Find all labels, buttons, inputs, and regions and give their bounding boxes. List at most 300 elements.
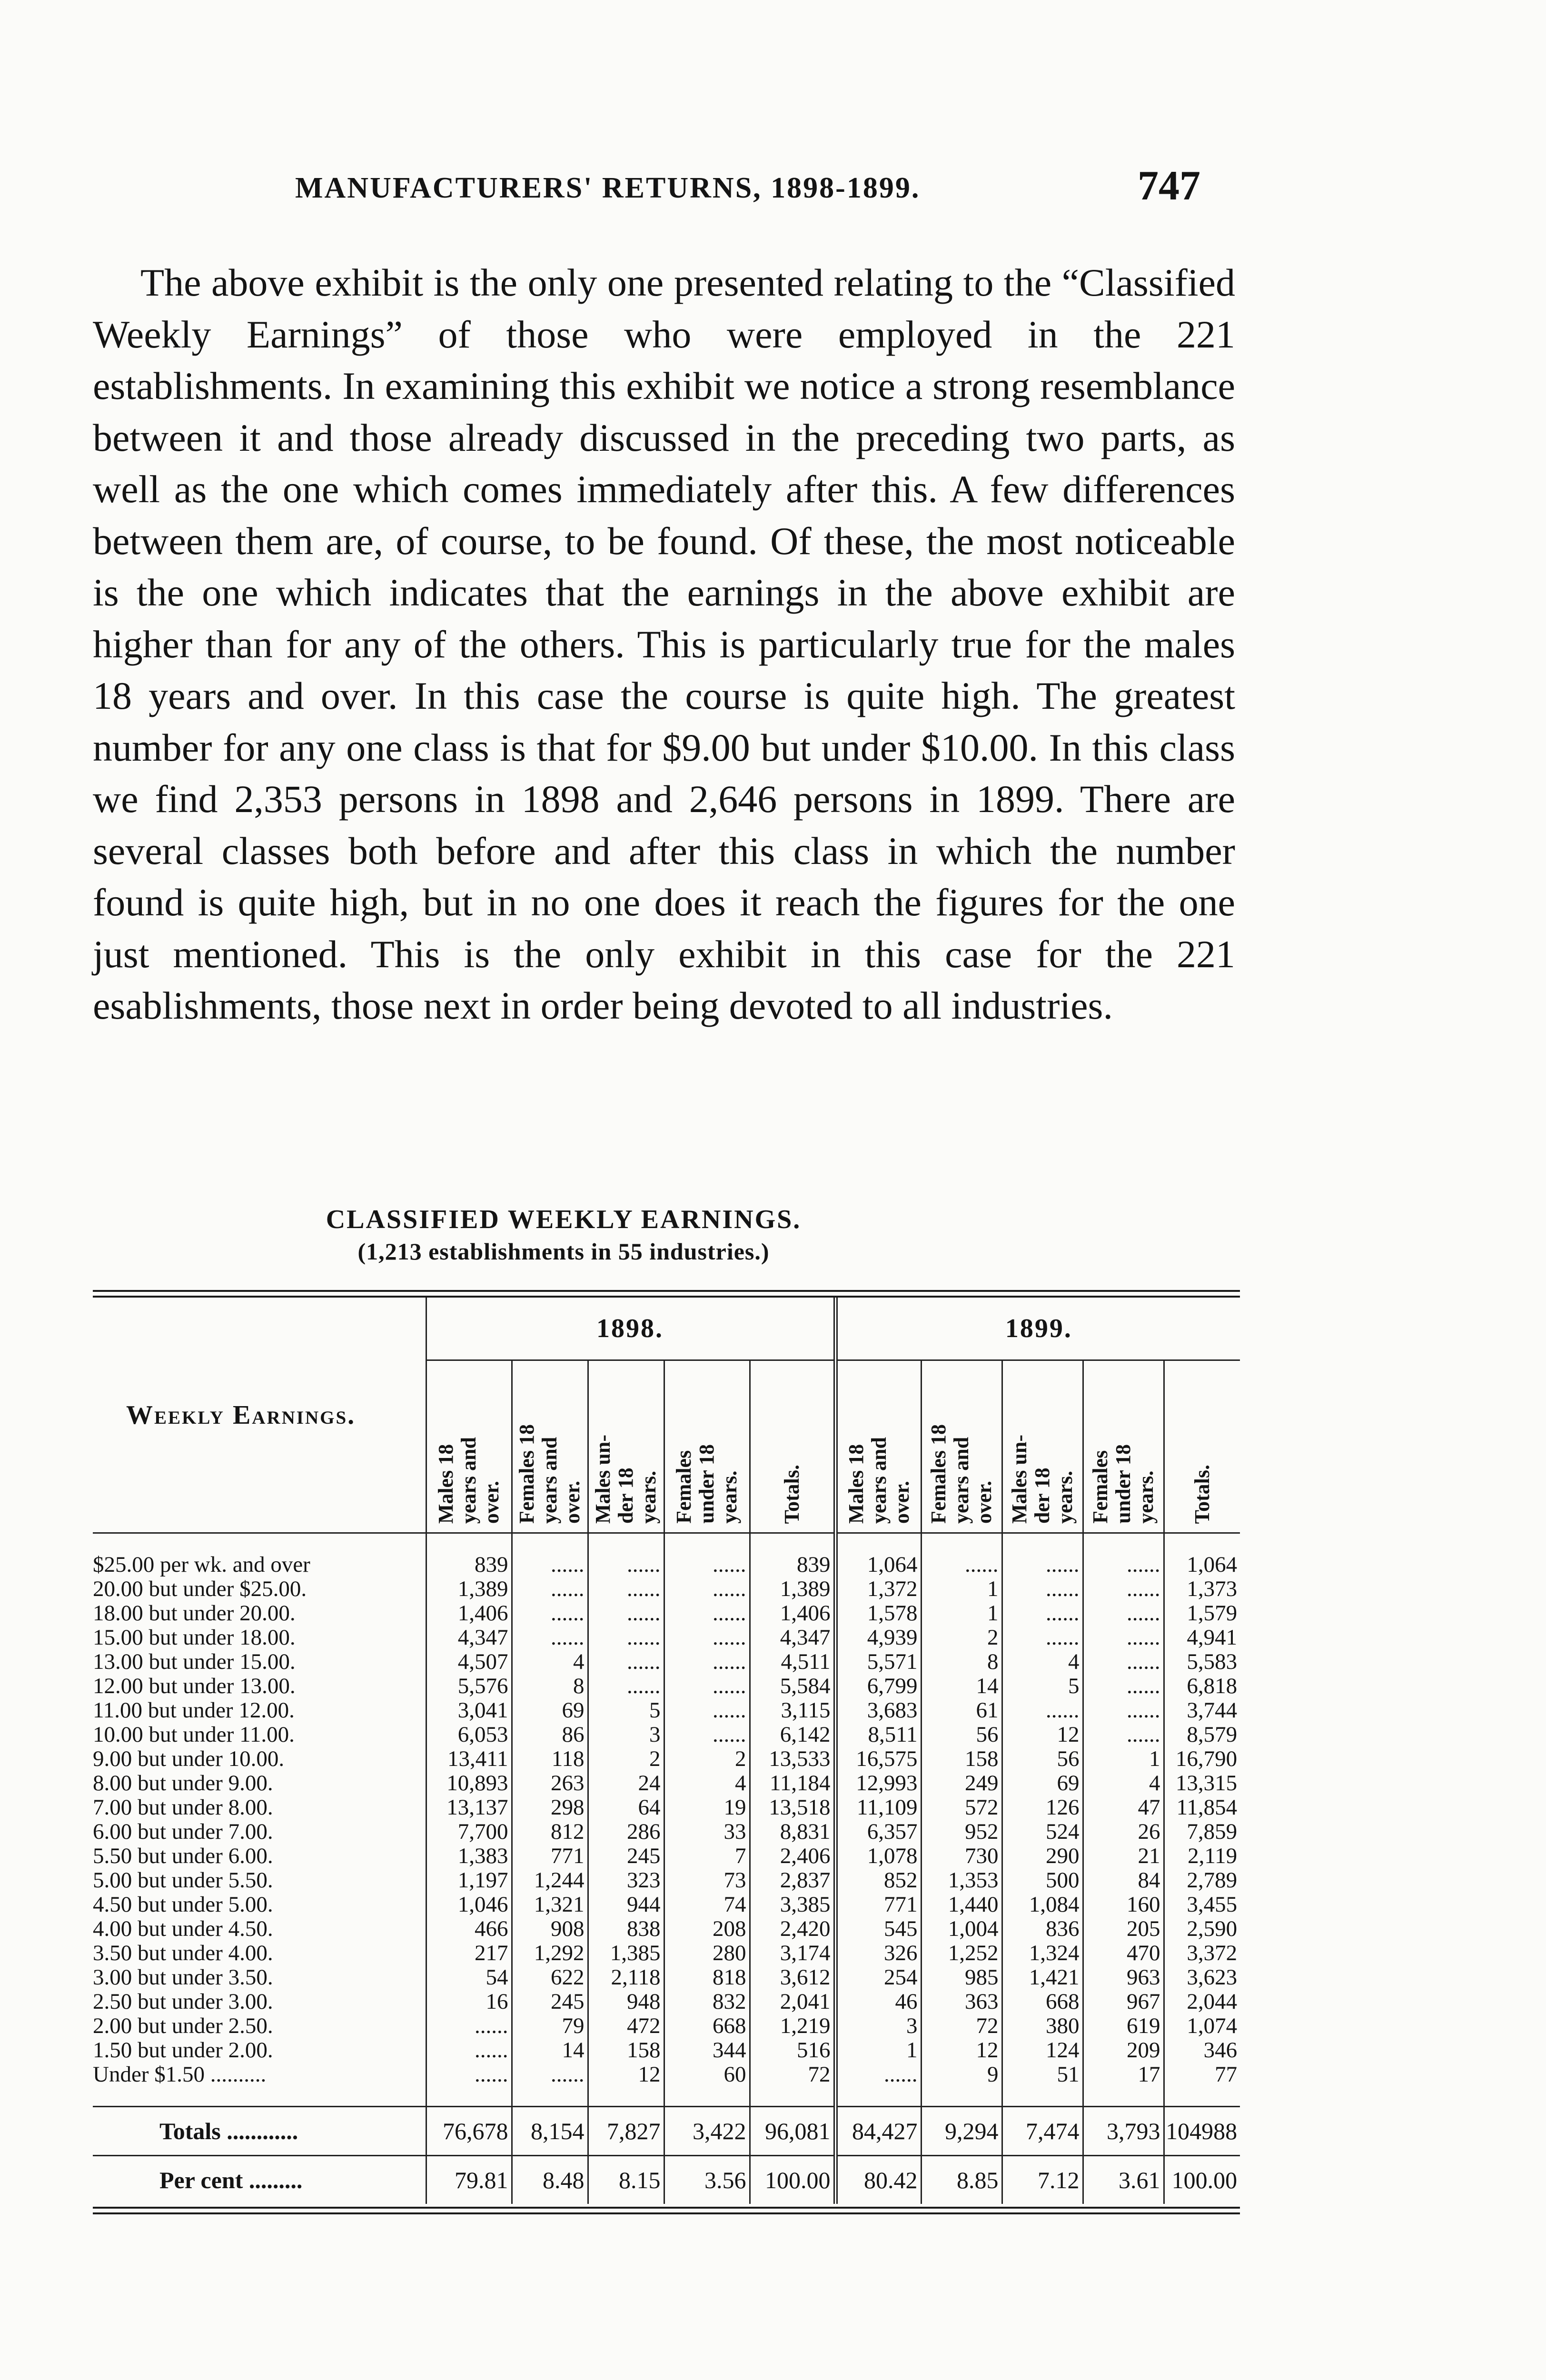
table-cell: 16,575 — [835, 1747, 921, 1771]
table-cell: 12 — [1002, 1723, 1083, 1747]
table-cell: 6,357 — [835, 1820, 921, 1844]
table-cell: 3,683 — [835, 1698, 921, 1723]
table-row — [93, 2063, 1240, 2087]
table-cell: 5 — [1002, 1674, 1083, 1698]
table-row — [93, 1965, 1240, 1990]
row-label: $25.00 per wk. and over — [93, 1552, 310, 1577]
table-cell: 323 — [588, 1868, 664, 1893]
table-cell: ...... — [1002, 1533, 1083, 1577]
table-cell: 3,115 — [750, 1698, 835, 1723]
table-cell: ...... — [1002, 1577, 1083, 1601]
table-cell: 1 — [835, 2038, 921, 2063]
table-cell: 263 — [512, 1771, 588, 1795]
table-cell: 516 — [750, 2038, 835, 2063]
table-cell: 500 — [1002, 1868, 1083, 1893]
table-cell: ...... — [1002, 1626, 1083, 1650]
table-cell: 2,044 — [1164, 1990, 1240, 2014]
col-1898-females-under-18 — [664, 1360, 750, 1533]
table-cell: ...... — [426, 2063, 512, 2087]
table-cell: 33 — [664, 1820, 750, 1844]
table-cell: 8.15 — [588, 2156, 664, 2204]
row-label: 20.00 but under $25.00. — [93, 1577, 307, 1601]
spacer-cell — [835, 2087, 921, 2107]
col-label: Males 18 years and over. — [844, 1437, 913, 1524]
table-cell: 51 — [1002, 2063, 1083, 2087]
table-cell: ...... — [588, 1626, 664, 1650]
earnings-table-wrapper — [93, 1290, 1240, 2214]
table-cell: 64 — [588, 1795, 664, 1820]
table-cell: 209 — [1083, 2038, 1164, 2063]
page-number: 747 — [1138, 163, 1200, 209]
table-cell: 17 — [1083, 2063, 1164, 2087]
table-cell: 839 — [750, 1533, 835, 1577]
table-cell: 3,041 — [426, 1698, 512, 1723]
table-cell: 6,799 — [835, 1674, 921, 1698]
spacer-cell — [1164, 2087, 1240, 2107]
table-cell: 2 — [664, 1747, 750, 1771]
table-cell: 21 — [1083, 1844, 1164, 1868]
table-cell: ...... — [664, 1674, 750, 1698]
row-label: 3.50 but under 4.00. — [93, 1941, 273, 1965]
table-cell: 1,244 — [512, 1868, 588, 1893]
table-cell: 5,584 — [750, 1674, 835, 1698]
table-cell: 14 — [512, 2038, 588, 2063]
table-cell: 4,941 — [1164, 1626, 1240, 1650]
table-cell: 1,004 — [921, 1917, 1002, 1941]
table-cell: 1,064 — [835, 1533, 921, 1577]
spacer-row — [93, 2087, 1240, 2107]
table-row — [93, 1771, 1240, 1795]
table-cell: 12 — [588, 2063, 664, 2087]
table-title-block — [0, 1204, 1546, 1265]
spacer-cell — [921, 2087, 1002, 2107]
table-cell: ...... — [426, 2038, 512, 2063]
table-cell: 72 — [921, 2014, 1002, 2038]
row-label: Under $1.50 .......... — [93, 2063, 267, 2087]
table-row — [93, 1747, 1240, 1771]
table-cell: 668 — [1002, 1990, 1083, 2014]
spacer-cell — [664, 2087, 750, 2107]
row-label: 1.50 but under 2.00. — [93, 2038, 273, 2063]
table-cell: ...... — [512, 2063, 588, 2087]
table-cell: 1,064 — [1164, 1533, 1240, 1577]
table-cell: 10,893 — [426, 1771, 512, 1795]
table-cell: 3.56 — [664, 2156, 750, 2204]
table-cell: 524 — [1002, 1820, 1083, 1844]
table-cell: 7,474 — [1002, 2107, 1083, 2156]
table-cell: 380 — [1002, 2014, 1083, 2038]
table-row — [93, 2014, 1240, 2038]
table-cell: 1,084 — [1002, 1893, 1083, 1917]
table-cell: 26 — [1083, 1820, 1164, 1844]
table-cell: 126 — [1002, 1795, 1083, 1820]
col-1898-totals — [750, 1360, 835, 1533]
table-cell: 11,109 — [835, 1795, 921, 1820]
table-cell: 963 — [1083, 1965, 1164, 1990]
table-cell: 1,372 — [835, 1577, 921, 1601]
table-cell: 908 — [512, 1917, 588, 1941]
table-cell: 158 — [921, 1747, 1002, 1771]
table-cell: 363 — [921, 1990, 1002, 2014]
table-cell: ...... — [588, 1577, 664, 1601]
table-cell: 3,422 — [664, 2107, 750, 2156]
table-cell: ...... — [664, 1601, 750, 1626]
row-label: 9.00 but under 10.00. — [93, 1747, 285, 1771]
table-cell: ...... — [512, 1577, 588, 1601]
body-text — [93, 257, 1235, 1032]
table-cell: 84,427 — [835, 2107, 921, 2156]
table-cell: 205 — [1083, 1917, 1164, 1941]
col-1899-females-over-18 — [921, 1360, 1002, 1533]
body-paragraph: The above exhibit is the only one presented relating to the “Classified Weekly Earnings” of those who were employed in the 221 establishments. In examining this exhibit we notice a strong resemblance between it and those already discussed in the preceding two parts, as well as the one which comes immediately after this. A few differences between them are, of course, to be found. Of these, the most noticeable is the one which indicates that the earnings in the above exhibit are higher than for any of the others. This is particularly true for the males 18 years and over. In this case the course is quite high. The greatest number for any one class is that for $9.00 but under $10.00. In this class we find 2,353 persons in 1898 and 2,646 persons in 1899. There are several classes both before and after this class in which the number found is quite high, but in no one does it reach the figures for the one just mentioned. This is the only exhibit in this case for the 221 esablishments, those next in order being devoted to all industries. — [93, 261, 1235, 1027]
table-cell: 1,219 — [750, 2014, 835, 2038]
table-cell: 3,623 — [1164, 1965, 1240, 1990]
table-cell: 5,583 — [1164, 1650, 1240, 1674]
table-cell: 967 — [1083, 1990, 1164, 2014]
table-top-rule — [93, 1290, 1240, 1298]
table-cell: 771 — [835, 1893, 921, 1917]
table-cell: ...... — [1083, 1577, 1164, 1601]
col-label: Totals. — [1190, 1464, 1214, 1524]
row-label: 2.00 but under 2.50. — [93, 2014, 273, 2038]
spacer-cell — [426, 2087, 512, 2107]
table-cell: 19 — [664, 1795, 750, 1820]
spacer-cell — [750, 2087, 835, 2107]
table-cell: 8.48 — [512, 2156, 588, 2204]
table-cell: 79 — [512, 2014, 588, 2038]
table-cell: 7,859 — [1164, 1820, 1240, 1844]
table-cell: 3,744 — [1164, 1698, 1240, 1723]
table-cell: 5,571 — [835, 1650, 921, 1674]
table-cell: 9,294 — [921, 2107, 1002, 2156]
row-label: 10.00 but under 11.00. — [93, 1723, 295, 1747]
table-cell: 3 — [835, 2014, 921, 2038]
running-header: MANUFACTURERS' RETURNS, 1898-1899. — [295, 172, 921, 204]
table-cell: 1,324 — [1002, 1941, 1083, 1965]
row-label: 8.00 but under 9.00. — [93, 1771, 273, 1795]
table-row — [93, 1893, 1240, 1917]
table-cell: 2 — [588, 1747, 664, 1771]
table-cell: 1,389 — [426, 1577, 512, 1601]
table-cell: 346 — [1164, 2038, 1240, 2063]
table-cell: 69 — [1002, 1771, 1083, 1795]
table-cell: 1,421 — [1002, 1965, 1083, 1990]
table-cell: 1,389 — [750, 1577, 835, 1601]
table-cell: 4 — [1083, 1771, 1164, 1795]
table-cell: 2 — [921, 1626, 1002, 1650]
col-label: Males 18 years and over. — [434, 1437, 503, 1524]
table-cell: 3,612 — [750, 1965, 835, 1990]
table-cell: ...... — [664, 1577, 750, 1601]
row-label: 2.50 but under 3.00. — [93, 1990, 273, 2014]
table-cell: ...... — [1083, 1650, 1164, 1674]
table-cell: ...... — [664, 1698, 750, 1723]
table-row — [93, 1795, 1240, 1820]
row-label: 7.00 but under 8.00. — [93, 1795, 273, 1820]
table-cell: 466 — [426, 1917, 512, 1941]
table-cell: 61 — [921, 1698, 1002, 1723]
table-cell: ...... — [1083, 1698, 1164, 1723]
table-cell: ...... — [664, 1533, 750, 1577]
table-cell: 54 — [426, 1965, 512, 1990]
table-cell: ...... — [1083, 1723, 1164, 1747]
row-label: 5.50 but under 6.00. — [93, 1844, 273, 1868]
table-cell: 3.61 — [1083, 2156, 1164, 2204]
table-subtitle: (1,213 establishments in 55 industries.) — [357, 1238, 770, 1265]
col-label: Males un- der 18 years. — [1008, 1435, 1077, 1524]
table-cell: ...... — [664, 1650, 750, 1674]
table-cell: 838 — [588, 1917, 664, 1941]
table-cell: 96,081 — [750, 2107, 835, 2156]
year-1899-header: 1899. — [835, 1298, 1240, 1360]
table-cell: 326 — [835, 1941, 921, 1965]
col-label: Males un- der 18 years. — [591, 1435, 660, 1524]
table-cell: 771 — [512, 1844, 588, 1868]
table-cell: 69 — [512, 1698, 588, 1723]
table-cell: 4 — [664, 1771, 750, 1795]
table-row — [93, 1723, 1240, 1747]
table-cell: 290 — [1002, 1844, 1083, 1868]
table-cell: 77 — [1164, 2063, 1240, 2087]
table-row — [93, 1533, 1240, 1577]
spacer-cell — [1002, 2087, 1083, 2107]
table-cell: 985 — [921, 1965, 1002, 1990]
table-cell: 100.00 — [1164, 2156, 1240, 2204]
table-cell: ...... — [1083, 1674, 1164, 1698]
table-cell: 1,074 — [1164, 2014, 1240, 2038]
table-cell: 8,831 — [750, 1820, 835, 1844]
table-cell: 12 — [921, 2038, 1002, 2063]
table-cell: 100.00 — [750, 2156, 835, 2204]
col-label: Females under 18 years. — [1089, 1444, 1158, 1524]
table-cell: 622 — [512, 1965, 588, 1990]
table-cell: 245 — [512, 1990, 588, 2014]
table-title: CLASSIFIED WEEKLY EARNINGS. — [326, 1205, 802, 1234]
table-cell: 839 — [426, 1533, 512, 1577]
table-cell: 249 — [921, 1771, 1002, 1795]
table-cell: 56 — [921, 1723, 1002, 1747]
table-cell: 1,385 — [588, 1941, 664, 1965]
table-cell: ...... — [512, 1626, 588, 1650]
table-cell: 344 — [664, 2038, 750, 2063]
table-cell: 2,837 — [750, 1868, 835, 1893]
table-cell: ...... — [664, 1723, 750, 1747]
table-cell: ...... — [1083, 1533, 1164, 1577]
table-cell: 3,372 — [1164, 1941, 1240, 1965]
col-1898-females-over-18 — [512, 1360, 588, 1533]
table-cell: 16 — [426, 1990, 512, 2014]
table-cell: 1,353 — [921, 1868, 1002, 1893]
table-cell: 286 — [588, 1820, 664, 1844]
table-row — [93, 1868, 1240, 1893]
spacer-cell — [93, 2087, 426, 2107]
table-cell: 3,455 — [1164, 1893, 1240, 1917]
table-cell: 472 — [588, 2014, 664, 2038]
table-row — [93, 1844, 1240, 1868]
table-cell: 208 — [664, 1917, 750, 1941]
table-cell: 13,411 — [426, 1747, 512, 1771]
row-label: Per cent ......... — [93, 2156, 426, 2204]
table-cell: 1,046 — [426, 1893, 512, 1917]
table-cell: 852 — [835, 1868, 921, 1893]
table-cell: 1 — [921, 1601, 1002, 1626]
table-row — [93, 1941, 1240, 1965]
table-cell: 79.81 — [426, 2156, 512, 2204]
table-cell: 74 — [664, 1893, 750, 1917]
table-cell: 4,939 — [835, 1626, 921, 1650]
table-cell: 2,420 — [750, 1917, 835, 1941]
table-cell: 124 — [1002, 2038, 1083, 2063]
table-cell: 3 — [588, 1723, 664, 1747]
table-cell: 8,154 — [512, 2107, 588, 2156]
table-cell: 24 — [588, 1771, 664, 1795]
table-cell: 73 — [664, 1868, 750, 1893]
table-cell: 4 — [1002, 1650, 1083, 1674]
table-cell: 72 — [750, 2063, 835, 2087]
table-cell: 4,511 — [750, 1650, 835, 1674]
table-cell: 668 — [664, 2014, 750, 2038]
table-cell: ...... — [588, 1650, 664, 1674]
table-cell: ...... — [1083, 1626, 1164, 1650]
table-cell: 7 — [664, 1844, 750, 1868]
table-cell: 245 — [588, 1844, 664, 1868]
row-label: Totals ............ — [93, 2107, 426, 2156]
row-label: 11.00 but under 12.00. — [93, 1698, 295, 1723]
table-cell: 7,827 — [588, 2107, 664, 2156]
table-cell: 1,197 — [426, 1868, 512, 1893]
table-cell: 13,533 — [750, 1747, 835, 1771]
table-cell: ...... — [588, 1674, 664, 1698]
table-cell: 1,292 — [512, 1941, 588, 1965]
table-cell: 730 — [921, 1844, 1002, 1868]
table-cell: 2,590 — [1164, 1917, 1240, 1941]
row-label: 15.00 but under 18.00. — [93, 1626, 296, 1650]
row-label: 12.00 but under 13.00. — [93, 1674, 296, 1698]
table-cell: 572 — [921, 1795, 1002, 1820]
table-cell: 118 — [512, 1747, 588, 1771]
table-row — [93, 1650, 1240, 1674]
year-1898-header: 1898. — [426, 1298, 835, 1360]
table-cell: 836 — [1002, 1917, 1083, 1941]
table-cell: 5,576 — [426, 1674, 512, 1698]
table-cell: 80.42 — [835, 2156, 921, 2204]
table-cell: 11,184 — [750, 1771, 835, 1795]
table-cell: 84 — [1083, 1868, 1164, 1893]
table-cell: 8,579 — [1164, 1723, 1240, 1747]
table-row — [93, 1820, 1240, 1844]
row-label: 3.00 but under 3.50. — [93, 1965, 273, 1990]
table-cell: 1,406 — [750, 1601, 835, 1626]
table-cell: 1,406 — [426, 1601, 512, 1626]
table-cell: 1,373 — [1164, 1577, 1240, 1601]
table-cell: ...... — [1002, 1601, 1083, 1626]
table-row — [93, 1674, 1240, 1698]
table-cell: 470 — [1083, 1941, 1164, 1965]
col-label: Females under 18 years. — [672, 1444, 741, 1524]
table-cell: ...... — [426, 2014, 512, 2038]
col-1898-males-under-18 — [588, 1360, 664, 1533]
spacer-cell — [588, 2087, 664, 2107]
table-cell: 47 — [1083, 1795, 1164, 1820]
table-cell: ...... — [835, 2063, 921, 2087]
table-cell: 832 — [664, 1990, 750, 2014]
spacer-cell — [1083, 2087, 1164, 2107]
table-cell: 2,119 — [1164, 1844, 1240, 1868]
table-cell: ...... — [588, 1601, 664, 1626]
col-1899-totals — [1164, 1360, 1240, 1533]
table-row — [93, 2038, 1240, 2063]
table-row — [93, 1698, 1240, 1723]
row-label: 13.00 but under 15.00. — [93, 1650, 296, 1674]
table-cell: 2,406 — [750, 1844, 835, 1868]
row-label: 4.50 but under 5.00. — [93, 1893, 273, 1917]
col-1899-males-over-18 — [835, 1360, 921, 1533]
table-cell: 952 — [921, 1820, 1002, 1844]
col-1898-males-over-18 — [426, 1360, 512, 1533]
col-label: Totals. — [780, 1464, 803, 1524]
table-cell: 8.85 — [921, 2156, 1002, 2204]
table-cell: 1,252 — [921, 1941, 1002, 1965]
table-cell: 4,347 — [426, 1626, 512, 1650]
table-cell: 12,993 — [835, 1771, 921, 1795]
table-cell: 158 — [588, 2038, 664, 2063]
table-cell: 944 — [588, 1893, 664, 1917]
weekly-earnings-header: Weekly Earnings. — [93, 1298, 426, 1533]
table-cell: 3,174 — [750, 1941, 835, 1965]
table-cell: ...... — [664, 1626, 750, 1650]
table-cell: ...... — [921, 1533, 1002, 1577]
row-label: 5.00 but under 5.50. — [93, 1868, 273, 1893]
percent-row — [93, 2156, 1240, 2204]
table-cell: 5 — [588, 1698, 664, 1723]
table-cell: 948 — [588, 1990, 664, 2014]
table-cell: 545 — [835, 1917, 921, 1941]
table-cell: 104988 — [1164, 2107, 1240, 2156]
table-cell: 86 — [512, 1723, 588, 1747]
table-cell: 619 — [1083, 2014, 1164, 2038]
table-bottom-rule — [93, 2207, 1240, 2214]
table-cell: 1,440 — [921, 1893, 1002, 1917]
table-cell: ...... — [512, 1533, 588, 1577]
table-cell: 13,315 — [1164, 1771, 1240, 1795]
table-cell: ...... — [1083, 1601, 1164, 1626]
table-cell: 1 — [921, 1577, 1002, 1601]
table-cell: 812 — [512, 1820, 588, 1844]
table-cell: 16,790 — [1164, 1747, 1240, 1771]
table-cell: 8 — [512, 1674, 588, 1698]
table-cell: 298 — [512, 1795, 588, 1820]
table-cell: 4,347 — [750, 1626, 835, 1650]
row-label: 18.00 but under 20.00. — [93, 1601, 296, 1626]
table-cell: 46 — [835, 1990, 921, 2014]
table-cell: 76,678 — [426, 2107, 512, 2156]
year-header-row — [93, 1298, 1240, 1360]
table-cell: 8 — [921, 1650, 1002, 1674]
table-cell: 1,383 — [426, 1844, 512, 1868]
table-cell: 14 — [921, 1674, 1002, 1698]
table-cell: 1 — [1083, 1747, 1164, 1771]
table-cell: 1,321 — [512, 1893, 588, 1917]
table-cell: 2,118 — [588, 1965, 664, 1990]
table-cell: ...... — [588, 1533, 664, 1577]
table-cell: 4 — [512, 1650, 588, 1674]
table-cell: 13,518 — [750, 1795, 835, 1820]
col-label: Females 18 years and over. — [515, 1424, 584, 1524]
table-cell: 8,511 — [835, 1723, 921, 1747]
table-row — [93, 1990, 1240, 2014]
row-label: 6.00 but under 7.00. — [93, 1820, 273, 1844]
table-cell: ...... — [1002, 1698, 1083, 1723]
